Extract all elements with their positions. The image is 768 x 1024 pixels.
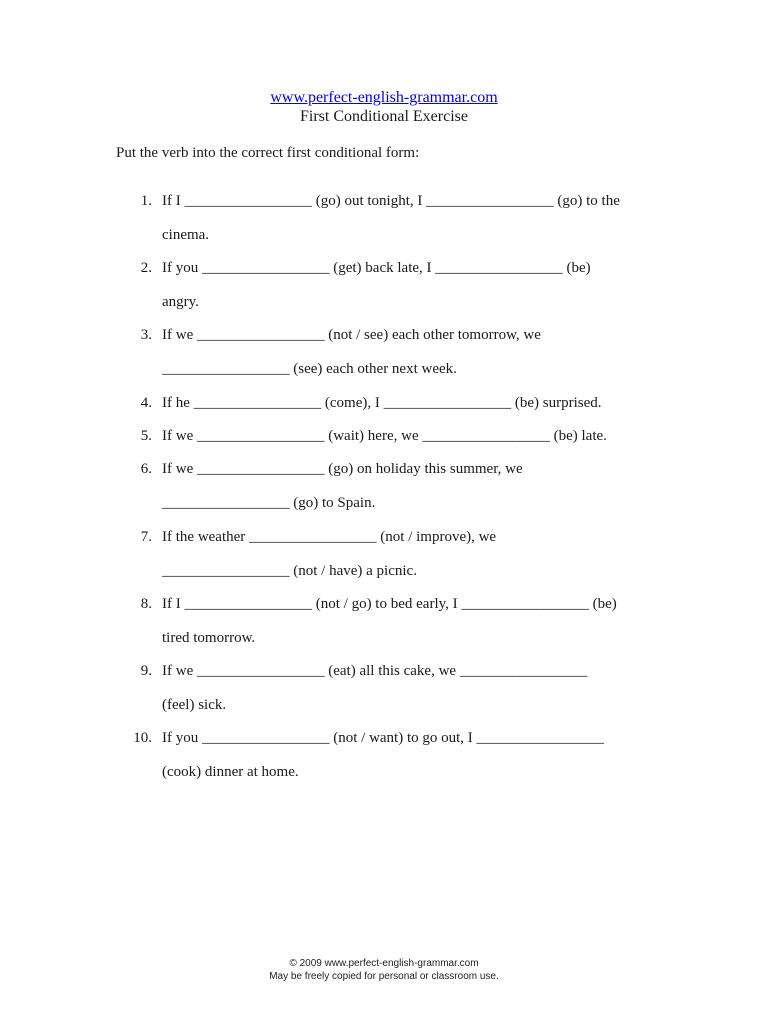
- footer: [0, 957, 768, 983]
- question-line-2: (feel) sick.: [162, 697, 227, 713]
- question-line-2: cinema.: [162, 227, 210, 243]
- question-line-1: If the weather _________________ (not / improve), we: [162, 529, 497, 545]
- question-line-1: If you _________________ (not / want) to go out, I _________________: [162, 730, 605, 746]
- question-number: 6.: [140, 461, 152, 477]
- question-line-2: (cook) dinner at home.: [162, 764, 299, 780]
- license-text: May be freely copied for personal or classroom use.: [269, 971, 499, 982]
- question-number: 5.: [140, 428, 152, 444]
- question-line-2: tired tomorrow.: [162, 630, 256, 646]
- question-number: 4.: [140, 395, 152, 411]
- question-line-2: _________________ (go) to Spain.: [162, 495, 376, 511]
- site-link[interactable]: www.perfect-english-grammar.com: [270, 89, 498, 106]
- question-line-1: If I _________________ (not / go) to bed early, I _________________ (be): [162, 596, 617, 612]
- question-line-1: If we _________________ (not / see) each other tomorrow, we: [162, 327, 541, 343]
- page-title: First Conditional Exercise: [300, 108, 468, 125]
- question-line-1: If I _________________ (go) out tonight, I _________________ (go) to the: [162, 193, 620, 209]
- worksheet-header: [0, 88, 768, 126]
- question-line-1: If you _________________ (get) back late, I _________________ (be): [162, 260, 591, 276]
- instructions: Put the verb into the correct first conditional form:: [116, 145, 420, 161]
- copyright-text: © 2009 www.perfect-english-grammar.com: [289, 958, 479, 969]
- question-number: 1.: [140, 193, 152, 209]
- question-line-2: angry.: [162, 294, 199, 310]
- question-number: 3.: [140, 327, 152, 343]
- question-line-1: If we _________________ (go) on holiday this summer, we: [162, 461, 523, 477]
- question-line-1: If we _________________ (wait) here, we _________________ (be) late.: [162, 428, 607, 444]
- question-line-1: If he _________________ (come), I _________________ (be) surprised.: [162, 395, 602, 411]
- question-line-2: _________________ (not / have) a picnic.: [162, 563, 417, 579]
- question-number: 8.: [140, 596, 152, 612]
- question-number: 9.: [140, 663, 152, 679]
- question-number: 2.: [140, 260, 152, 276]
- question-number: 7.: [140, 529, 152, 545]
- question-line-2: _________________ (see) each other next week.: [162, 361, 457, 377]
- question-number: 10.: [133, 730, 152, 746]
- question-line-1: If we _________________ (eat) all this cake, we _________________: [162, 663, 588, 679]
